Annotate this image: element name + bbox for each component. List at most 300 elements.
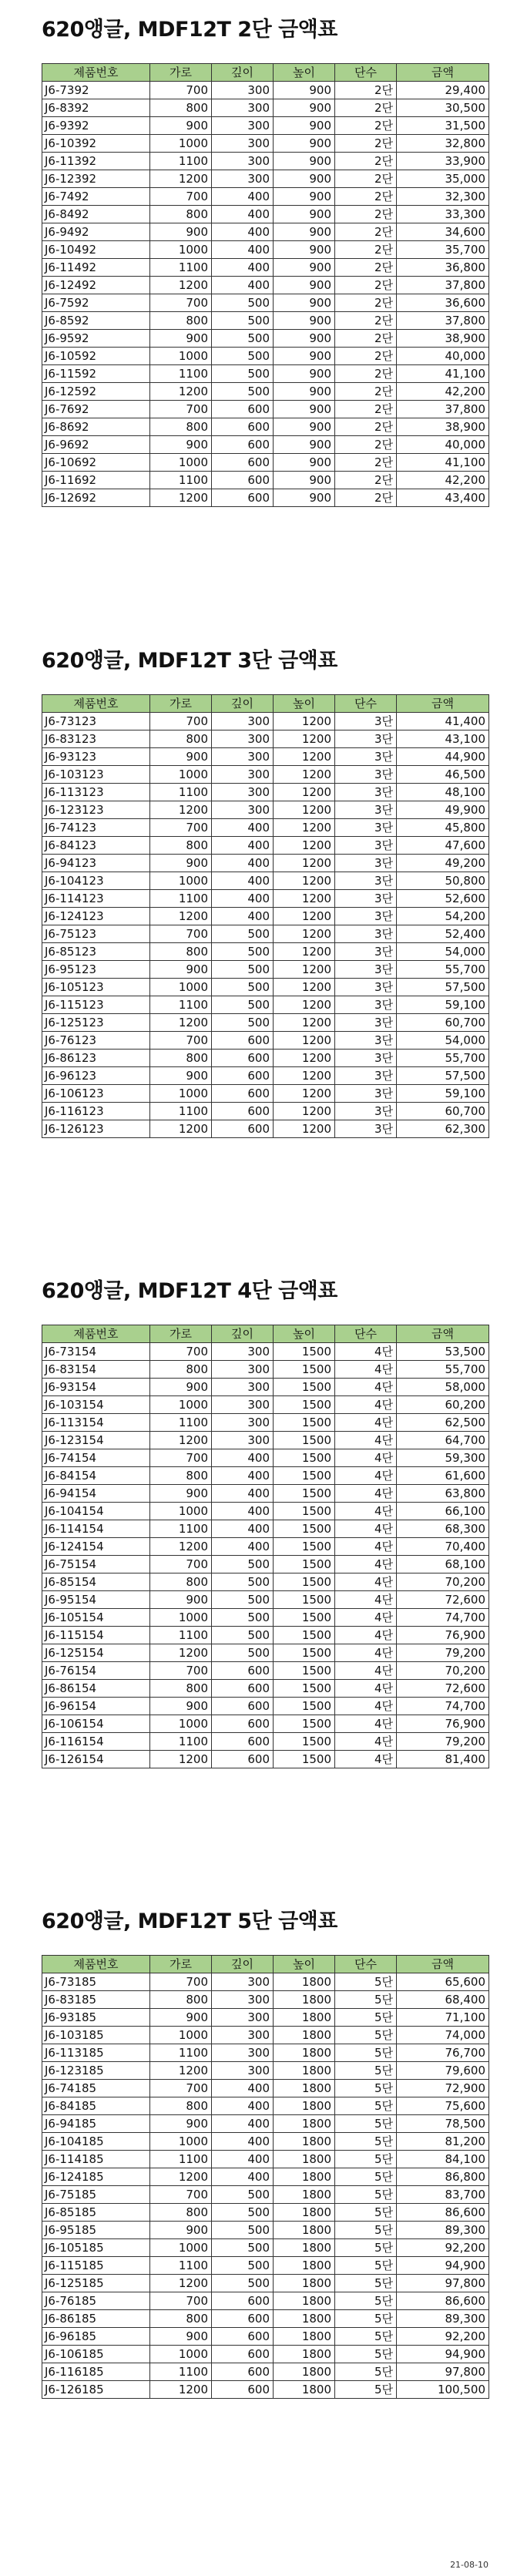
header-width: 가로 [150, 695, 212, 713]
width-cell: 800 [150, 837, 212, 855]
header-price: 금액 [397, 1325, 489, 1343]
height-cell: 900 [274, 82, 335, 99]
tiers-cell: 3단 [335, 1067, 397, 1085]
tiers-cell: 3단 [335, 819, 397, 837]
table-row [42, 1449, 489, 1467]
price-cell: 43,400 [397, 489, 489, 507]
price-cell: 33,300 [397, 206, 489, 223]
table-row [42, 1644, 489, 1662]
product-code-cell: J6-93123 [42, 748, 150, 766]
width-cell: 1200 [150, 1120, 212, 1138]
width-cell: 900 [150, 2222, 212, 2239]
width-cell: 1100 [150, 2044, 212, 2062]
width-cell: 1100 [150, 1520, 212, 1538]
height-cell: 1800 [274, 2080, 335, 2097]
price-cell: 100,500 [397, 2381, 489, 2399]
price-cell: 92,200 [397, 2328, 489, 2346]
depth-cell: 500 [212, 961, 274, 979]
depth-cell: 600 [212, 2381, 274, 2399]
depth-cell: 400 [212, 837, 274, 855]
product-code-cell: J6-93154 [42, 1379, 150, 1396]
tiers-cell: 5단 [335, 2363, 397, 2381]
table-row [42, 1396, 489, 1414]
depth-cell: 500 [212, 330, 274, 348]
product-code-cell: J6-10492 [42, 241, 150, 259]
depth-cell: 400 [212, 241, 274, 259]
table-row [42, 1014, 489, 1032]
tiers-cell: 5단 [335, 2204, 397, 2222]
price-cell: 47,600 [397, 837, 489, 855]
depth-cell: 500 [212, 348, 274, 365]
table-row [42, 170, 489, 188]
table-row [42, 489, 489, 507]
table-row [42, 1591, 489, 1609]
table-row [42, 801, 489, 819]
price-cell: 50,800 [397, 872, 489, 890]
product-code-cell: J6-12392 [42, 170, 150, 188]
height-cell: 1200 [274, 925, 335, 943]
tiers-cell: 2단 [335, 330, 397, 348]
table-row [42, 153, 489, 170]
price-cell: 60,700 [397, 1103, 489, 1120]
depth-cell: 300 [212, 82, 274, 99]
product-code-cell: J6-76154 [42, 1662, 150, 1680]
product-code-cell: J6-126185 [42, 2381, 150, 2399]
product-code-cell: J6-124185 [42, 2168, 150, 2186]
price-cell: 59,100 [397, 1085, 489, 1103]
price-cell: 89,300 [397, 2310, 489, 2328]
depth-cell: 400 [212, 277, 274, 294]
height-cell: 1800 [274, 2186, 335, 2204]
table-row [42, 117, 489, 135]
tiers-cell: 3단 [335, 872, 397, 890]
price-cell: 34,600 [397, 223, 489, 241]
depth-cell: 300 [212, 135, 274, 153]
width-cell: 1200 [150, 2381, 212, 2399]
price-cell: 55,700 [397, 1361, 489, 1379]
price-cell: 54,000 [397, 943, 489, 961]
depth-cell: 600 [212, 2363, 274, 2381]
table-row [42, 82, 489, 99]
table-row [42, 1627, 489, 1644]
product-code-cell: J6-84123 [42, 837, 150, 855]
table-row [42, 1520, 489, 1538]
tiers-cell: 4단 [335, 1627, 397, 1644]
width-cell: 700 [150, 1556, 212, 1573]
width-cell: 900 [150, 117, 212, 135]
product-code-cell: J6-115185 [42, 2257, 150, 2275]
depth-cell: 300 [212, 730, 274, 748]
price-cell: 75,600 [397, 2097, 489, 2115]
tiers-cell: 5단 [335, 2186, 397, 2204]
table-row [42, 1085, 489, 1103]
table-row [42, 2381, 489, 2399]
tiers-cell: 2단 [335, 294, 397, 312]
depth-cell: 300 [212, 1379, 274, 1396]
tiers-cell: 2단 [335, 82, 397, 99]
table-row [42, 454, 489, 472]
tiers-cell: 2단 [335, 99, 397, 117]
table-row [42, 259, 489, 277]
depth-cell: 500 [212, 1627, 274, 1644]
price-cell: 62,300 [397, 1120, 489, 1138]
height-cell: 1500 [274, 1414, 335, 1432]
tiers-cell: 4단 [335, 1573, 397, 1591]
price-cell: 59,300 [397, 1449, 489, 1467]
price-cell: 81,400 [397, 1751, 489, 1768]
price-cell: 94,900 [397, 2346, 489, 2363]
width-cell: 700 [150, 2080, 212, 2097]
price-cell: 55,700 [397, 1050, 489, 1067]
product-code-cell: J6-12592 [42, 383, 150, 401]
product-code-cell: J6-103154 [42, 1396, 150, 1414]
product-code-cell: J6-10692 [42, 454, 150, 472]
tiers-cell: 4단 [335, 1503, 397, 1520]
height-cell: 1500 [274, 1698, 335, 1715]
height-cell: 1800 [274, 1991, 335, 2009]
tiers-cell: 2단 [335, 436, 397, 454]
height-cell: 900 [274, 135, 335, 153]
table-row [42, 713, 489, 730]
tiers-cell: 3단 [335, 855, 397, 872]
tiers-cell: 3단 [335, 837, 397, 855]
tiers-cell: 5단 [335, 2310, 397, 2328]
product-code-cell: J6-96185 [42, 2328, 150, 2346]
price-cell: 70,400 [397, 1538, 489, 1556]
price-cell: 70,200 [397, 1662, 489, 1680]
table-row [42, 2009, 489, 2027]
product-code-cell: J6-115154 [42, 1627, 150, 1644]
price-cell: 37,800 [397, 277, 489, 294]
table-row [42, 1432, 489, 1449]
tiers-cell: 4단 [335, 1396, 397, 1414]
product-code-cell: J6-123123 [42, 801, 150, 819]
table-row [42, 1467, 489, 1485]
product-code-cell: J6-93185 [42, 2009, 150, 2027]
depth-cell: 300 [212, 1973, 274, 1991]
price-cell: 43,100 [397, 730, 489, 748]
table-row [42, 1556, 489, 1573]
product-code-cell: J6-106154 [42, 1715, 150, 1733]
height-cell: 1500 [274, 1644, 335, 1662]
width-cell: 900 [150, 2009, 212, 2027]
table-row [42, 1050, 489, 1067]
width-cell: 900 [150, 1379, 212, 1396]
height-cell: 1800 [274, 2151, 335, 2168]
product-code-cell: J6-8692 [42, 418, 150, 436]
width-cell: 1100 [150, 1103, 212, 1120]
table-row [42, 1991, 489, 2009]
width-cell: 700 [150, 82, 212, 99]
product-code-cell: J6-125154 [42, 1644, 150, 1662]
height-cell: 900 [274, 259, 335, 277]
width-cell: 1000 [150, 2133, 212, 2151]
width-cell: 900 [150, 748, 212, 766]
depth-cell: 400 [212, 908, 274, 925]
tiers-cell: 3단 [335, 996, 397, 1014]
depth-cell: 300 [212, 1432, 274, 1449]
product-code-cell: J6-75123 [42, 925, 150, 943]
tiers-cell: 5단 [335, 2062, 397, 2080]
product-code-cell: J6-9592 [42, 330, 150, 348]
depth-cell: 300 [212, 2009, 274, 2027]
header-height: 높이 [274, 64, 335, 82]
product-code-cell: J6-11392 [42, 153, 150, 170]
tiers-cell: 4단 [335, 1414, 397, 1432]
tiers-cell: 5단 [335, 2133, 397, 2151]
depth-cell: 600 [212, 1680, 274, 1698]
table-row [42, 312, 489, 330]
depth-cell: 300 [212, 1414, 274, 1432]
width-cell: 1000 [150, 872, 212, 890]
price-cell: 54,000 [397, 1032, 489, 1050]
price-cell: 33,900 [397, 153, 489, 170]
depth-cell: 500 [212, 2222, 274, 2239]
header-height: 높이 [274, 1956, 335, 1973]
price-cell: 68,400 [397, 1991, 489, 2009]
price-cell: 57,500 [397, 979, 489, 996]
height-cell: 1200 [274, 961, 335, 979]
width-cell: 900 [150, 1591, 212, 1609]
price-cell: 41,100 [397, 454, 489, 472]
table-row [42, 2310, 489, 2328]
price-cell: 76,700 [397, 2044, 489, 2062]
depth-cell: 300 [212, 153, 274, 170]
price-cell: 86,600 [397, 2204, 489, 2222]
product-code-cell: J6-9392 [42, 117, 150, 135]
price-cell: 57,500 [397, 1067, 489, 1085]
depth-cell: 300 [212, 1361, 274, 1379]
width-cell: 800 [150, 418, 212, 436]
depth-cell: 300 [212, 1991, 274, 2009]
depth-cell: 500 [212, 312, 274, 330]
header-product-code: 제품번호 [42, 1325, 150, 1343]
table-row [42, 2275, 489, 2292]
price-cell: 40,000 [397, 436, 489, 454]
depth-cell: 600 [212, 1733, 274, 1751]
tiers-cell: 2단 [335, 135, 397, 153]
width-cell: 900 [150, 2115, 212, 2133]
width-cell: 1200 [150, 2275, 212, 2292]
depth-cell: 600 [212, 1085, 274, 1103]
depth-cell: 500 [212, 1609, 274, 1627]
width-cell: 700 [150, 925, 212, 943]
depth-cell: 500 [212, 1014, 274, 1032]
tiers-cell: 2단 [335, 312, 397, 330]
tiers-cell: 3단 [335, 784, 397, 801]
product-code-cell: J6-124154 [42, 1538, 150, 1556]
product-code-cell: J6-126154 [42, 1751, 150, 1768]
depth-cell: 500 [212, 925, 274, 943]
table-row [42, 2151, 489, 2168]
price-cell: 46,500 [397, 766, 489, 784]
height-cell: 900 [274, 223, 335, 241]
tiers-cell: 5단 [335, 1991, 397, 2009]
price-cell: 79,600 [397, 2062, 489, 2080]
product-code-cell: J6-12692 [42, 489, 150, 507]
price-cell: 58,000 [397, 1379, 489, 1396]
product-code-cell: J6-114154 [42, 1520, 150, 1538]
height-cell: 900 [274, 153, 335, 170]
header-tiers: 단수 [335, 1956, 397, 1973]
tiers-cell: 4단 [335, 1733, 397, 1751]
table-row [42, 1715, 489, 1733]
width-cell: 700 [150, 188, 212, 206]
width-cell: 1000 [150, 135, 212, 153]
height-cell: 1200 [274, 1014, 335, 1032]
table-row [42, 1032, 489, 1050]
product-code-cell: J6-116123 [42, 1103, 150, 1120]
depth-cell: 600 [212, 2292, 274, 2310]
width-cell: 1100 [150, 2363, 212, 2381]
product-code-cell: J6-86154 [42, 1680, 150, 1698]
height-cell: 1500 [274, 1361, 335, 1379]
tiers-cell: 5단 [335, 2044, 397, 2062]
width-cell: 1000 [150, 1085, 212, 1103]
width-cell: 700 [150, 819, 212, 837]
price-cell: 81,200 [397, 2133, 489, 2151]
section-title: 620앵글, MDF12T 2단 금액표 [42, 18, 337, 42]
width-cell: 800 [150, 1991, 212, 2009]
price-cell: 37,800 [397, 312, 489, 330]
width-cell: 1100 [150, 1733, 212, 1751]
depth-cell: 500 [212, 2204, 274, 2222]
width-cell: 1200 [150, 801, 212, 819]
height-cell: 1500 [274, 1733, 335, 1751]
product-code-cell: J6-94154 [42, 1485, 150, 1503]
table-row [42, 872, 489, 890]
depth-cell: 300 [212, 2044, 274, 2062]
width-cell: 700 [150, 294, 212, 312]
header-width: 가로 [150, 64, 212, 82]
height-cell: 1200 [274, 766, 335, 784]
table-row [42, 1120, 489, 1138]
table-row [42, 1361, 489, 1379]
table-row [42, 855, 489, 872]
depth-cell: 500 [212, 1556, 274, 1573]
tiers-cell: 4단 [335, 1449, 397, 1467]
product-code-cell: J6-11692 [42, 472, 150, 489]
height-cell: 1500 [274, 1662, 335, 1680]
table-row [42, 1680, 489, 1698]
width-cell: 900 [150, 330, 212, 348]
tiers-cell: 5단 [335, 2009, 397, 2027]
height-cell: 900 [274, 241, 335, 259]
table-row [42, 961, 489, 979]
product-code-cell: J6-75185 [42, 2186, 150, 2204]
tiers-cell: 3단 [335, 1032, 397, 1050]
width-cell: 1100 [150, 1414, 212, 1432]
price-cell: 45,800 [397, 819, 489, 837]
tiers-cell: 2단 [335, 206, 397, 223]
table-row [42, 2346, 489, 2363]
product-code-cell: J6-9692 [42, 436, 150, 454]
product-code-cell: J6-95123 [42, 961, 150, 979]
product-code-cell: J6-113123 [42, 784, 150, 801]
tiers-cell: 4단 [335, 1379, 397, 1396]
height-cell: 1800 [274, 2239, 335, 2257]
height-cell: 1500 [274, 1680, 335, 1698]
price-cell: 71,100 [397, 2009, 489, 2027]
tiers-cell: 5단 [335, 2257, 397, 2275]
product-code-cell: J6-94185 [42, 2115, 150, 2133]
tiers-cell: 5단 [335, 2381, 397, 2399]
height-cell: 1800 [274, 2222, 335, 2239]
width-cell: 800 [150, 730, 212, 748]
product-code-cell: J6-11592 [42, 365, 150, 383]
document-date: 21-08-10 [450, 2560, 488, 2570]
tiers-cell: 2단 [335, 259, 397, 277]
header-height: 높이 [274, 1325, 335, 1343]
height-cell: 1200 [274, 837, 335, 855]
width-cell: 1100 [150, 2151, 212, 2168]
price-cell: 53,500 [397, 1343, 489, 1361]
product-code-cell: J6-84154 [42, 1467, 150, 1485]
header-depth: 깊이 [212, 1956, 274, 1973]
height-cell: 1500 [274, 1379, 335, 1396]
tiers-cell: 3단 [335, 890, 397, 908]
table-row [42, 1973, 489, 1991]
depth-cell: 500 [212, 2275, 274, 2292]
depth-cell: 400 [212, 259, 274, 277]
price-cell: 35,000 [397, 170, 489, 188]
table-row [42, 223, 489, 241]
table-row [42, 418, 489, 436]
width-cell: 1000 [150, 241, 212, 259]
height-cell: 1800 [274, 2204, 335, 2222]
table-row [42, 819, 489, 837]
tiers-cell: 3단 [335, 766, 397, 784]
tiers-cell: 3단 [335, 730, 397, 748]
depth-cell: 500 [212, 294, 274, 312]
table-row [42, 1698, 489, 1715]
price-cell: 37,800 [397, 401, 489, 418]
width-cell: 1000 [150, 2239, 212, 2257]
height-cell: 900 [274, 170, 335, 188]
depth-cell: 600 [212, 1751, 274, 1768]
tiers-cell: 3단 [335, 961, 397, 979]
price-cell: 36,600 [397, 294, 489, 312]
product-code-cell: J6-11492 [42, 259, 150, 277]
depth-cell: 400 [212, 188, 274, 206]
width-cell: 1000 [150, 348, 212, 365]
depth-cell: 600 [212, 2346, 274, 2363]
depth-cell: 400 [212, 1467, 274, 1485]
height-cell: 1500 [274, 1591, 335, 1609]
price-cell: 70,200 [397, 1573, 489, 1591]
width-cell: 1000 [150, 1503, 212, 1520]
height-cell: 1800 [274, 2346, 335, 2363]
tiers-cell: 5단 [335, 2275, 397, 2292]
price-cell: 32,800 [397, 135, 489, 153]
width-cell: 1200 [150, 908, 212, 925]
product-code-cell: J6-104154 [42, 1503, 150, 1520]
height-cell: 900 [274, 472, 335, 489]
product-code-cell: J6-85154 [42, 1573, 150, 1591]
tiers-cell: 5단 [335, 2222, 397, 2239]
depth-cell: 300 [212, 1343, 274, 1361]
depth-cell: 300 [212, 2027, 274, 2044]
depth-cell: 400 [212, 2168, 274, 2186]
height-cell: 1200 [274, 872, 335, 890]
height-cell: 1200 [274, 996, 335, 1014]
width-cell: 800 [150, 1467, 212, 1485]
tiers-cell: 3단 [335, 1103, 397, 1120]
table-row [42, 401, 489, 418]
depth-cell: 500 [212, 1573, 274, 1591]
table-row [42, 2204, 489, 2222]
height-cell: 1800 [274, 2097, 335, 2115]
